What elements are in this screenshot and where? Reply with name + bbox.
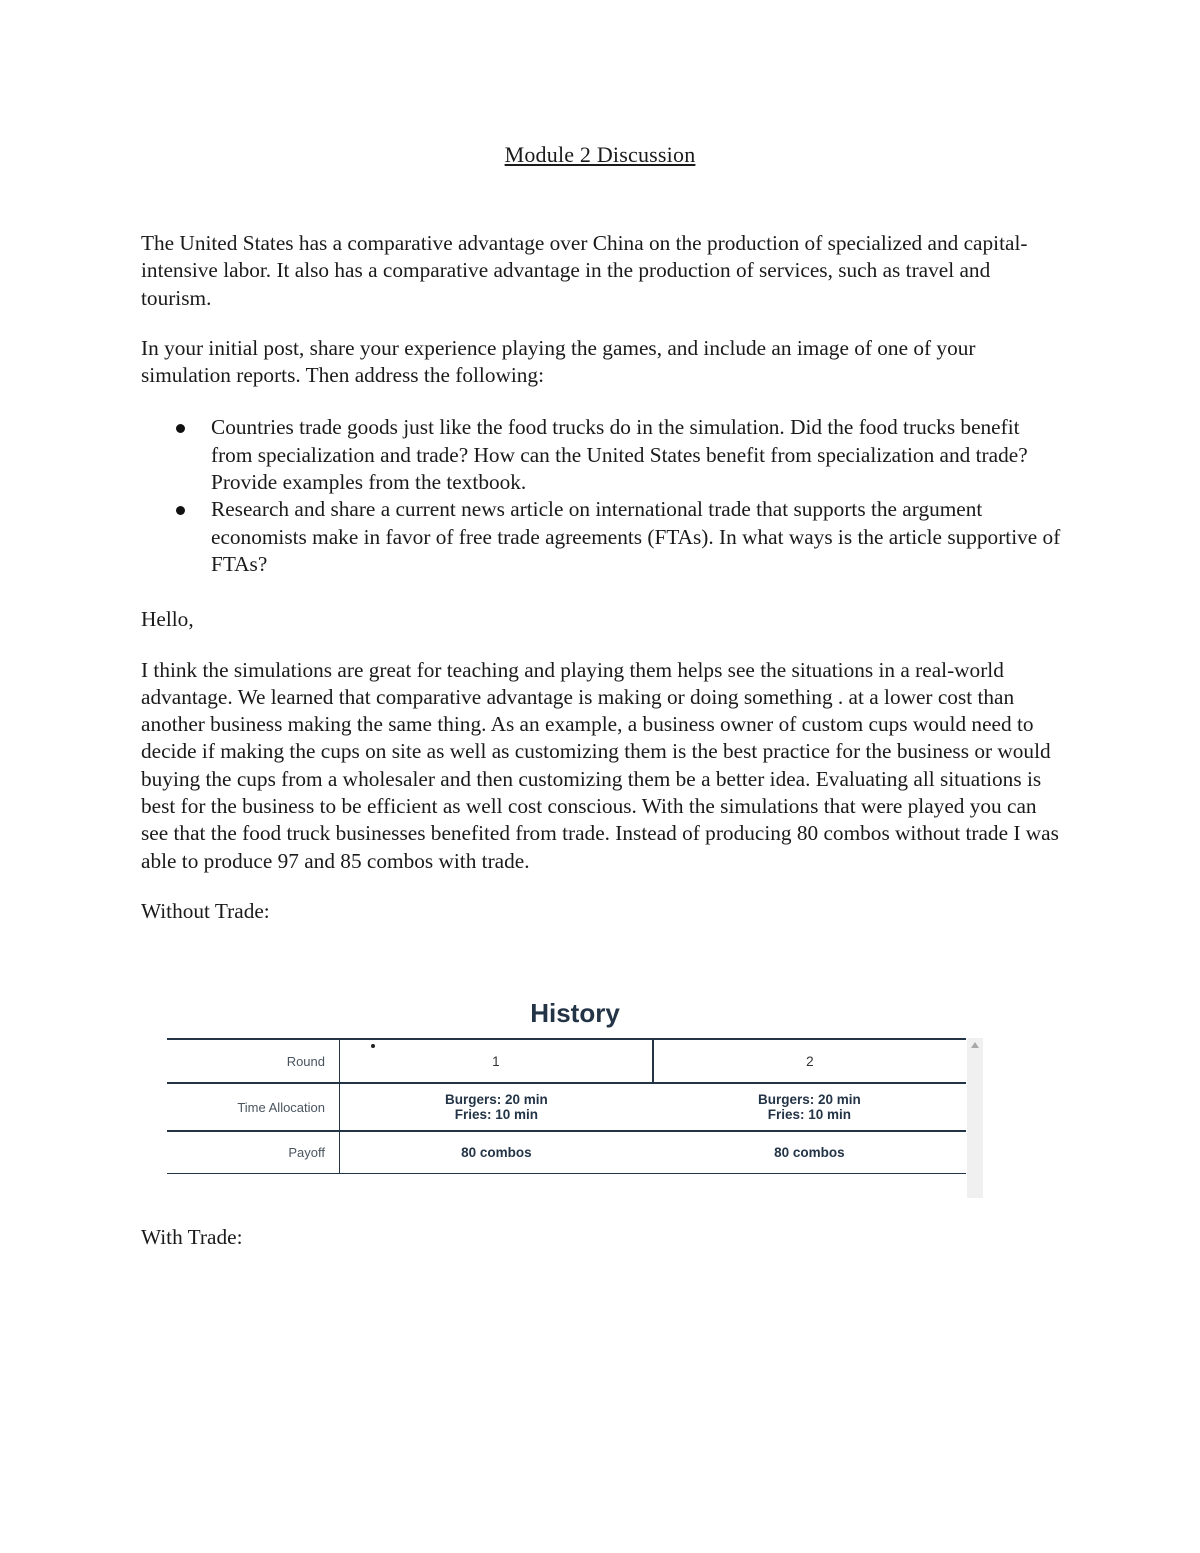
- intro-paragraph: The United States has a comparative advantage over China on the production of specialized and capital-intensive labor. It also has a comparative advantage in the production of services, such as travel and tourism.: [141, 231, 1028, 310]
- bullet-item: [141, 496, 1061, 578]
- round-2-allocation: [653, 1083, 966, 1131]
- round-1-burgers: Burgers: 20 min: [444, 1092, 548, 1107]
- table-row-round: [167, 1039, 966, 1083]
- round-1-number: 1: [340, 1039, 653, 1083]
- row-label-round: Round: [167, 1039, 340, 1083]
- history-screenshot: [167, 998, 983, 1198]
- round-2-fries: Fries: 10 min: [767, 1107, 852, 1122]
- round-2-burgers: Burgers: 20 min: [757, 1092, 861, 1107]
- document-body: [141, 230, 1061, 925]
- round-1-payoff: 80 combos: [340, 1131, 653, 1174]
- without-trade-label: Without Trade:: [141, 898, 270, 923]
- greeting: Hello,: [141, 607, 194, 632]
- bullet-icon: [176, 424, 185, 433]
- round-2-payoff: 80 combos: [653, 1131, 966, 1174]
- scroll-up-arrow-icon[interactable]: [971, 1042, 979, 1048]
- with-trade-label: With Trade:: [141, 1225, 243, 1249]
- history-table: [167, 1038, 966, 1174]
- cursor-dot-icon: [371, 1044, 375, 1048]
- round-2-number: 2: [653, 1039, 966, 1083]
- prompt-paragraph: In your initial post, share your experience playing the games, and include an image of one of your simulation reports. Then address the following:: [141, 335, 976, 388]
- table-row-payoff: [167, 1131, 966, 1174]
- response-paragraph: I think the simulations are great for teaching and playing them helps see the situations in a real-world advantage. We learned that comparative advantage is making or doing something . at a lower cost than another business making the same thing. As an example, a business owner of custom cups would need to decide if making the cups on site as well as customizing them is the best practice for the business or would buying the cups from a wholesaler and then customizing them be a better idea. Evaluating all situations is best for the business to be efficient as well cost conscious. With the simulations that were played you can see that the food truck businesses benefited from trade. Instead of producing 80 combos without trade I was able to produce 97 and 85 combos with trade.: [141, 657, 1059, 873]
- history-title: History: [530, 998, 620, 1028]
- history-scrollbar[interactable]: [967, 1038, 983, 1198]
- page-title: Module 2 Discussion: [504, 142, 696, 167]
- bullet-icon: [176, 506, 185, 515]
- bullet-text: Research and share a current news article on international trade that supports the argument economists make in favor of free trade agreements (FTAs). In what ways is the article supportive of FTAs?: [211, 497, 1061, 576]
- round-1-allocation: [340, 1083, 653, 1131]
- row-label-payoff: Payoff: [167, 1131, 340, 1174]
- bullet-item: [141, 414, 1061, 496]
- prompt-bullet-list: [141, 414, 1061, 578]
- bullet-text: Countries trade goods just like the food trucks do in the simulation. Did the food trucks benefit from specialization and trade? How can the United States benefit from specialization and trade? Provide examples from the textbook.: [211, 415, 1028, 495]
- table-row-time-allocation: [167, 1083, 966, 1131]
- row-label-time-allocation: Time Allocation: [167, 1083, 340, 1131]
- round-1-fries: Fries: 10 min: [454, 1107, 539, 1122]
